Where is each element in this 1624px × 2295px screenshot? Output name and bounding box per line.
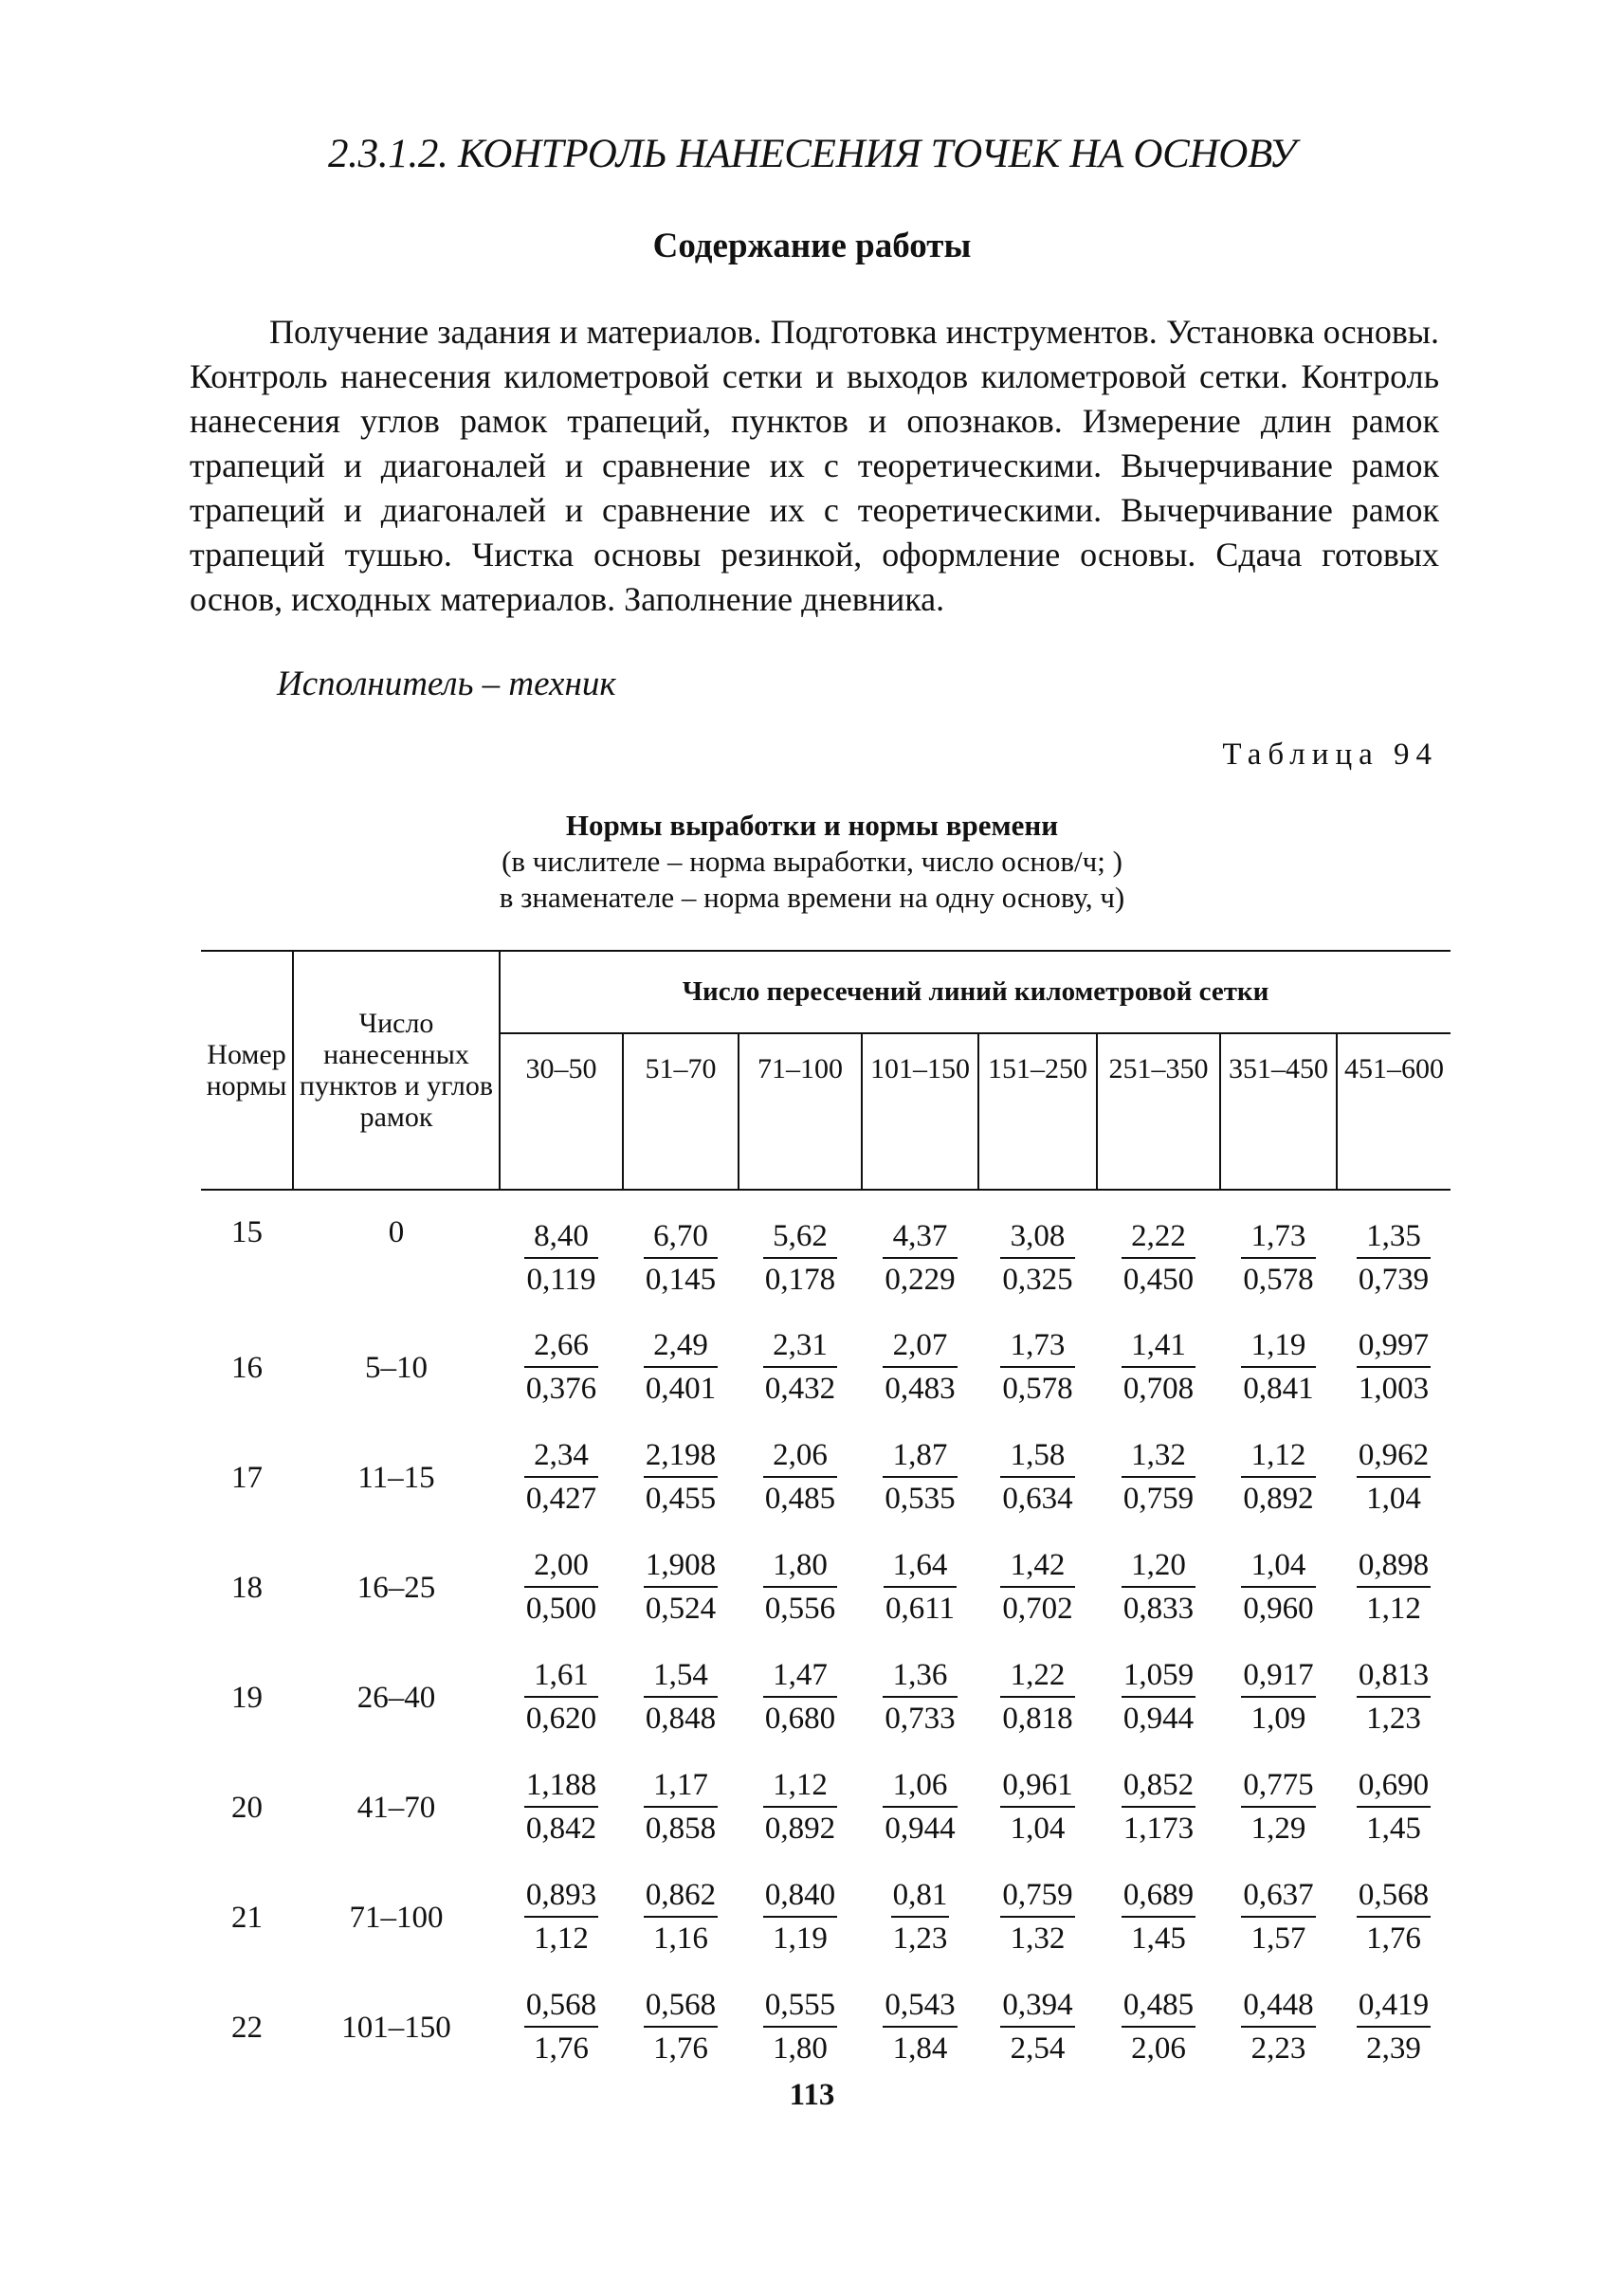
fraction [1122, 1874, 1195, 1959]
time-norm-value: 0,178 [764, 1263, 836, 1297]
time-norm-value: 0,611 [885, 1592, 956, 1626]
norm-value-cell [1097, 1544, 1220, 1654]
norm-value-cell [1337, 1654, 1451, 1764]
output-norm-value: 0,485 [1122, 1984, 1195, 2028]
time-norm-value: 1,45 [1131, 1922, 1186, 1956]
output-norm-value: 0,555 [763, 1984, 837, 2028]
section-subtitle: Содержание работы [652, 227, 972, 265]
norm-value-cell [862, 1874, 978, 1984]
time-norm-value: 0,450 [1122, 1263, 1195, 1297]
fraction [1241, 1984, 1315, 2069]
time-norm-value: 0,119 [526, 1263, 596, 1297]
output-norm-value: 0,961 [1000, 1764, 1074, 1808]
fraction [1000, 1654, 1074, 1739]
output-norm-value: 0,394 [1000, 1984, 1074, 2028]
time-norm-value: 0,702 [1002, 1592, 1073, 1626]
fraction [884, 1544, 957, 1630]
time-norm-value: 1,76 [1366, 1922, 1421, 1956]
norm-number-cell: 21 [231, 1901, 263, 1935]
norm-value-cell [978, 1874, 1097, 1984]
time-norm-value: 0,739 [1358, 1263, 1430, 1297]
output-norm-value: 6,70 [644, 1215, 718, 1259]
time-norm-value: 0,427 [525, 1482, 597, 1516]
norm-value-cell [1337, 1190, 1451, 1324]
time-norm-value: 0,892 [1243, 1482, 1314, 1516]
header-range: 101–150 [862, 1033, 978, 1190]
output-norm-value: 0,543 [883, 1984, 957, 2028]
output-norm-value: 1,22 [1000, 1654, 1074, 1698]
time-norm-value: 0,401 [645, 1372, 717, 1406]
fraction [524, 1215, 597, 1301]
fraction [1000, 1984, 1074, 2069]
norm-value-cell [1097, 1324, 1220, 1434]
time-norm-value: 0,483 [885, 1372, 956, 1406]
time-norm-value: 0,944 [1122, 1702, 1195, 1736]
table-row [201, 1544, 1451, 1654]
fraction [763, 1984, 837, 2069]
output-norm-value: 0,690 [1357, 1764, 1431, 1808]
fraction [1000, 1544, 1074, 1630]
time-norm-value: 0,455 [645, 1482, 717, 1516]
fraction [644, 1324, 718, 1410]
header-points: Число нанесенных пунктов и углов рамок [293, 951, 500, 1190]
time-norm-value: 0,841 [1243, 1372, 1314, 1406]
norm-value-cell [500, 1654, 623, 1764]
fraction [1241, 1324, 1315, 1410]
time-norm-value: 0,759 [1122, 1482, 1195, 1516]
output-norm-value: 1,06 [883, 1764, 957, 1808]
norm-value-cell [978, 1434, 1097, 1544]
time-norm-value: 1,04 [1010, 1812, 1066, 1846]
output-norm-value: 2,49 [644, 1324, 718, 1368]
table-row [201, 1874, 1451, 1984]
output-norm-value: 0,637 [1241, 1874, 1315, 1918]
output-norm-value: 0,568 [1357, 1874, 1431, 1918]
fraction [763, 1324, 837, 1410]
output-norm-value: 1,61 [524, 1654, 598, 1698]
norm-value-cell [862, 1654, 978, 1764]
fraction [1357, 1874, 1431, 1959]
work-content-paragraph: Получение задания и материалов. Подготовка инструментов. Установка основы. Контроль нанесения километровой сетки и выходов километровой сетки. Контроль нанесения углов рамок трапеций, пунктов и опознаков. Измерение длин рамок трапеций и диагоналей и сравнение их с теоретическими. Вычерчивание рамок трапеций и диагоналей и сравнение их с теоретическими. Вычерчивание рамок трапеций тушью. Чистка основы резинкой, оформление основы. Сдача готовых основ, исходных материалов. Заполнение дневника. [190, 313, 1439, 618]
norm-value-cell [1220, 1324, 1337, 1434]
time-norm-value: 1,29 [1250, 1812, 1306, 1846]
output-norm-value: 1,36 [883, 1654, 957, 1698]
norm-value-cell [862, 1190, 978, 1324]
time-norm-value: 2,54 [1010, 2031, 1066, 2066]
time-norm-value: 0,556 [764, 1592, 836, 1626]
fraction [1000, 1324, 1074, 1410]
norm-value-cell [739, 1874, 862, 1984]
output-norm-value: 0,689 [1122, 1874, 1195, 1918]
output-norm-value: 1,20 [1122, 1544, 1195, 1588]
fraction [524, 1764, 598, 1849]
fraction [644, 1544, 718, 1630]
output-norm-value: 0,775 [1241, 1764, 1315, 1808]
table-caption-line-2: в знаменателе – норма времени на одну основу, ч) [499, 881, 1125, 914]
header-range: 351–450 [1220, 1033, 1337, 1190]
time-norm-value: 0,376 [525, 1372, 597, 1406]
norm-number-cell: 22 [231, 2011, 263, 2045]
header-range: 251–350 [1097, 1033, 1220, 1190]
table-row [201, 1654, 1451, 1764]
points-cell: 26–40 [356, 1681, 436, 1715]
norm-number-cell: 16 [231, 1351, 263, 1385]
page-number: 113 [789, 2078, 835, 2112]
norm-value-cell [1097, 1874, 1220, 1984]
table-row [201, 1190, 1451, 1324]
time-norm-value: 0,535 [885, 1482, 956, 1516]
fraction [524, 1434, 598, 1520]
table-caption-title: Нормы выработки и нормы времени [565, 809, 1059, 842]
output-norm-value: 2,00 [524, 1544, 598, 1588]
norm-value-cell [862, 1764, 978, 1874]
fraction [1122, 1434, 1195, 1520]
fraction [1000, 1874, 1074, 1959]
output-norm-value: 0,813 [1357, 1654, 1431, 1698]
fraction [763, 1434, 837, 1520]
output-norm-value: 0,852 [1122, 1764, 1195, 1808]
fraction [1241, 1544, 1315, 1630]
time-norm-value: 1,57 [1250, 1922, 1306, 1956]
time-norm-value: 1,84 [892, 2031, 948, 2066]
norm-value-cell [623, 1544, 739, 1654]
points-cell: 5–10 [365, 1351, 428, 1385]
fraction [1241, 1434, 1315, 1520]
time-norm-value: 2,06 [1131, 2031, 1186, 2066]
fraction [1122, 1984, 1195, 2069]
points-cell: 71–100 [349, 1901, 444, 1935]
norm-value-cell [862, 1324, 978, 1434]
norm-value-cell [1337, 1764, 1451, 1874]
time-norm-value: 0,960 [1243, 1592, 1314, 1626]
output-norm-value: 0,81 [891, 1874, 950, 1918]
norm-value-cell [978, 1764, 1097, 1874]
fraction [883, 1434, 957, 1520]
norm-value-cell [500, 1190, 623, 1324]
time-norm-value: 0,858 [645, 1812, 717, 1846]
output-norm-value: 5,62 [763, 1215, 837, 1259]
norm-value-cell [623, 1434, 739, 1544]
fraction [1357, 1324, 1431, 1410]
output-norm-value: 1,17 [644, 1764, 718, 1808]
output-norm-value: 0,997 [1357, 1324, 1431, 1368]
time-norm-value: 2,23 [1250, 2031, 1306, 2066]
output-norm-value: 0,419 [1357, 1984, 1431, 2028]
norm-value-cell [1337, 1544, 1451, 1654]
fraction [1000, 1215, 1074, 1301]
norm-value-cell [739, 1434, 862, 1544]
fraction [763, 1874, 837, 1959]
section-title: 2.3.1.2. КОНТРОЛЬ НАНЕСЕНИЯ ТОЧЕК НА ОСНОВУ [327, 132, 1296, 176]
output-norm-value: 1,12 [1241, 1434, 1315, 1478]
output-norm-value: 8,40 [524, 1215, 597, 1259]
fraction [1357, 1654, 1431, 1739]
output-norm-value: 0,568 [524, 1984, 598, 2028]
norm-value-cell [1220, 1544, 1337, 1654]
norm-value-cell [978, 1654, 1097, 1764]
fraction [883, 1654, 957, 1739]
fraction [763, 1215, 837, 1301]
output-norm-value: 3,08 [1000, 1215, 1074, 1259]
output-norm-value: 1,73 [1241, 1215, 1315, 1259]
time-norm-value: 1,09 [1250, 1702, 1306, 1736]
fraction [883, 1215, 957, 1301]
fraction [1122, 1544, 1195, 1630]
fraction [524, 1874, 598, 1959]
fraction [763, 1654, 837, 1739]
header-range: 151–250 [978, 1033, 1097, 1190]
output-norm-value: 1,04 [1241, 1544, 1315, 1588]
time-norm-value: 1,04 [1366, 1482, 1421, 1516]
norm-value-cell [1337, 1324, 1451, 1434]
norm-value-cell [623, 1190, 739, 1324]
fraction [1357, 1434, 1431, 1520]
time-norm-value: 1,12 [1366, 1592, 1421, 1626]
output-norm-value: 2,31 [763, 1324, 837, 1368]
output-norm-value: 2,66 [524, 1324, 598, 1368]
output-norm-value: 0,917 [1241, 1654, 1315, 1698]
table-row [201, 1324, 1451, 1434]
fraction [1122, 1764, 1195, 1849]
output-norm-value: 2,34 [524, 1434, 598, 1478]
norm-value-cell [623, 1654, 739, 1764]
time-norm-value: 0,848 [645, 1702, 717, 1736]
fraction [1122, 1324, 1195, 1410]
norm-number-cell: 18 [231, 1571, 263, 1605]
header-range: 451–600 [1337, 1033, 1451, 1190]
time-norm-value: 0,680 [764, 1702, 836, 1736]
fraction [1000, 1764, 1074, 1849]
time-norm-value: 0,634 [1002, 1482, 1073, 1516]
output-norm-value: 0,840 [763, 1874, 837, 1918]
output-norm-value: 1,32 [1122, 1434, 1195, 1478]
output-norm-value: 1,58 [1000, 1434, 1074, 1478]
time-norm-value: 1,80 [773, 2031, 828, 2066]
time-norm-value: 2,39 [1366, 2031, 1421, 2066]
fraction [1357, 1984, 1431, 2069]
norm-value-cell [862, 1544, 978, 1654]
output-norm-value: 1,41 [1122, 1324, 1195, 1368]
output-norm-value: 2,06 [763, 1434, 837, 1478]
fraction [763, 1544, 837, 1630]
norm-value-cell [978, 1544, 1097, 1654]
norm-value-cell [1097, 1654, 1220, 1764]
points-cell: 11–15 [357, 1461, 435, 1495]
fraction [644, 1434, 718, 1520]
time-norm-value: 1,32 [1010, 1922, 1066, 1956]
fraction [1357, 1764, 1431, 1849]
fraction [644, 1764, 718, 1849]
time-norm-value: 0,944 [885, 1812, 956, 1846]
time-norm-value: 0,842 [525, 1812, 597, 1846]
norm-value-cell [623, 1874, 739, 1984]
norm-value-cell [1097, 1764, 1220, 1874]
fraction [1122, 1654, 1195, 1739]
header-range: 71–100 [739, 1033, 862, 1190]
fraction [524, 1544, 598, 1630]
fraction [883, 1984, 957, 2069]
fraction [644, 1874, 718, 1959]
output-norm-value: 1,12 [763, 1764, 837, 1808]
fraction [883, 1324, 957, 1410]
fraction [644, 1984, 718, 2069]
time-norm-value: 0,620 [525, 1702, 597, 1736]
time-norm-value: 1,76 [534, 2031, 589, 2066]
norm-value-cell [739, 1324, 862, 1434]
fraction [524, 1324, 598, 1410]
header-range: 30–50 [500, 1033, 623, 1190]
fraction [1241, 1654, 1315, 1739]
output-norm-value: 1,87 [883, 1434, 957, 1478]
fraction [1241, 1215, 1315, 1301]
norm-value-cell [1337, 1434, 1451, 1544]
time-norm-value: 0,578 [1002, 1372, 1073, 1406]
norm-value-cell [1220, 1434, 1337, 1544]
fraction [524, 1984, 598, 2069]
table-caption-line-1: (в числителе – норма выработки, число основ/ч; ) [502, 845, 1122, 878]
norm-value-cell [500, 1874, 623, 1984]
output-norm-value: 1,35 [1357, 1215, 1431, 1259]
norm-value-cell [862, 1434, 978, 1544]
header-norm-number: Номер нормы [201, 951, 293, 1190]
fraction [1357, 1544, 1431, 1630]
output-norm-value: 0,568 [644, 1984, 718, 2028]
time-norm-value: 0,578 [1243, 1263, 1314, 1297]
norm-value-cell [978, 1190, 1097, 1324]
fraction [1241, 1874, 1315, 1959]
norm-value-cell [1097, 1434, 1220, 1544]
norm-value-cell [739, 1654, 862, 1764]
output-norm-value: 1,42 [1000, 1544, 1074, 1588]
fraction [891, 1874, 950, 1959]
norm-value-cell [739, 1764, 862, 1874]
fraction [883, 1764, 957, 1849]
time-norm-value: 0,145 [645, 1263, 717, 1297]
fraction [1241, 1764, 1315, 1849]
fraction [1357, 1215, 1431, 1301]
output-norm-value: 0,962 [1357, 1434, 1431, 1478]
time-norm-value: 1,16 [653, 1922, 708, 1956]
norm-value-cell [623, 1764, 739, 1874]
time-norm-value: 0,485 [764, 1482, 836, 1516]
output-norm-value: 1,908 [644, 1544, 718, 1588]
norm-value-cell [500, 1324, 623, 1434]
work-content-text [190, 310, 1439, 622]
output-norm-value: 0,893 [524, 1874, 598, 1918]
time-norm-value: 1,12 [534, 1922, 589, 1956]
time-norm-value: 1,23 [1366, 1702, 1421, 1736]
time-norm-value: 0,818 [1002, 1702, 1073, 1736]
output-norm-value: 1,73 [1000, 1324, 1074, 1368]
fraction [763, 1764, 837, 1849]
performer-line: Исполнитель – техник [277, 665, 616, 703]
norm-value-cell [500, 1764, 623, 1874]
output-norm-value: 1,188 [524, 1764, 598, 1808]
table-row [201, 1764, 1451, 1874]
time-norm-value: 0,325 [1002, 1263, 1073, 1297]
time-norm-value: 0,229 [885, 1263, 956, 1297]
output-norm-value: 4,37 [883, 1215, 957, 1259]
fraction [644, 1654, 718, 1739]
norms-table [201, 950, 1451, 2094]
output-norm-value: 0,759 [1000, 1874, 1074, 1918]
points-cell: 101–150 [341, 2011, 451, 2045]
output-norm-value: 0,862 [644, 1874, 718, 1918]
time-norm-value: 0,524 [645, 1592, 717, 1626]
fraction [1122, 1215, 1195, 1301]
points-cell: 41–70 [356, 1791, 436, 1825]
time-norm-value: 1,45 [1366, 1812, 1421, 1846]
points-cell: 16–25 [356, 1571, 436, 1605]
time-norm-value: 0,500 [525, 1592, 597, 1626]
points-cell: 0 [388, 1215, 405, 1249]
norm-number-cell: 15 [231, 1215, 263, 1249]
time-norm-value: 1,19 [773, 1922, 828, 1956]
table-caption [0, 808, 1624, 916]
time-norm-value: 0,432 [764, 1372, 836, 1406]
output-norm-value: 2,198 [644, 1434, 718, 1478]
norm-value-cell [623, 1324, 739, 1434]
norm-number-cell: 17 [231, 1461, 263, 1495]
output-norm-value: 1,80 [763, 1544, 837, 1588]
table-row [201, 1434, 1451, 1544]
norm-value-cell [500, 1544, 623, 1654]
time-norm-value: 1,003 [1358, 1372, 1430, 1406]
norm-value-cell [500, 1434, 623, 1544]
output-norm-value: 1,059 [1122, 1654, 1195, 1698]
time-norm-value: 0,892 [764, 1812, 836, 1846]
norm-number-cell: 20 [231, 1791, 263, 1825]
norm-value-cell [1220, 1190, 1337, 1324]
output-norm-value: 2,07 [883, 1324, 957, 1368]
norm-value-cell [1220, 1764, 1337, 1874]
norm-value-cell [739, 1544, 862, 1654]
norm-value-cell [978, 1324, 1097, 1434]
norm-value-cell [1337, 1874, 1451, 1984]
time-norm-value: 1,23 [892, 1922, 948, 1956]
header-intersections: Число пересечений линий километровой сетки [500, 951, 1451, 1033]
norm-value-cell [739, 1190, 862, 1324]
fraction [1000, 1434, 1074, 1520]
header-range: 51–70 [623, 1033, 739, 1190]
output-norm-value: 0,448 [1241, 1984, 1315, 2028]
time-norm-value: 1,76 [653, 2031, 708, 2066]
fraction [524, 1654, 598, 1739]
time-norm-value: 0,733 [885, 1702, 956, 1736]
output-norm-value: 1,47 [763, 1654, 837, 1698]
time-norm-value: 1,173 [1122, 1812, 1195, 1846]
table-label: Таблица 94 [1222, 738, 1438, 772]
output-norm-value: 1,54 [644, 1654, 718, 1698]
output-norm-value: 1,64 [884, 1544, 957, 1588]
norm-value-cell [1220, 1874, 1337, 1984]
output-norm-value: 1,19 [1241, 1324, 1315, 1368]
norm-number-cell: 19 [231, 1681, 263, 1715]
output-norm-value: 0,898 [1357, 1544, 1431, 1588]
time-norm-value: 0,833 [1122, 1592, 1195, 1626]
time-norm-value: 0,708 [1122, 1372, 1195, 1406]
norm-value-cell [1097, 1190, 1220, 1324]
fraction [644, 1215, 718, 1301]
output-norm-value: 2,22 [1122, 1215, 1195, 1259]
norm-value-cell [1220, 1654, 1337, 1764]
